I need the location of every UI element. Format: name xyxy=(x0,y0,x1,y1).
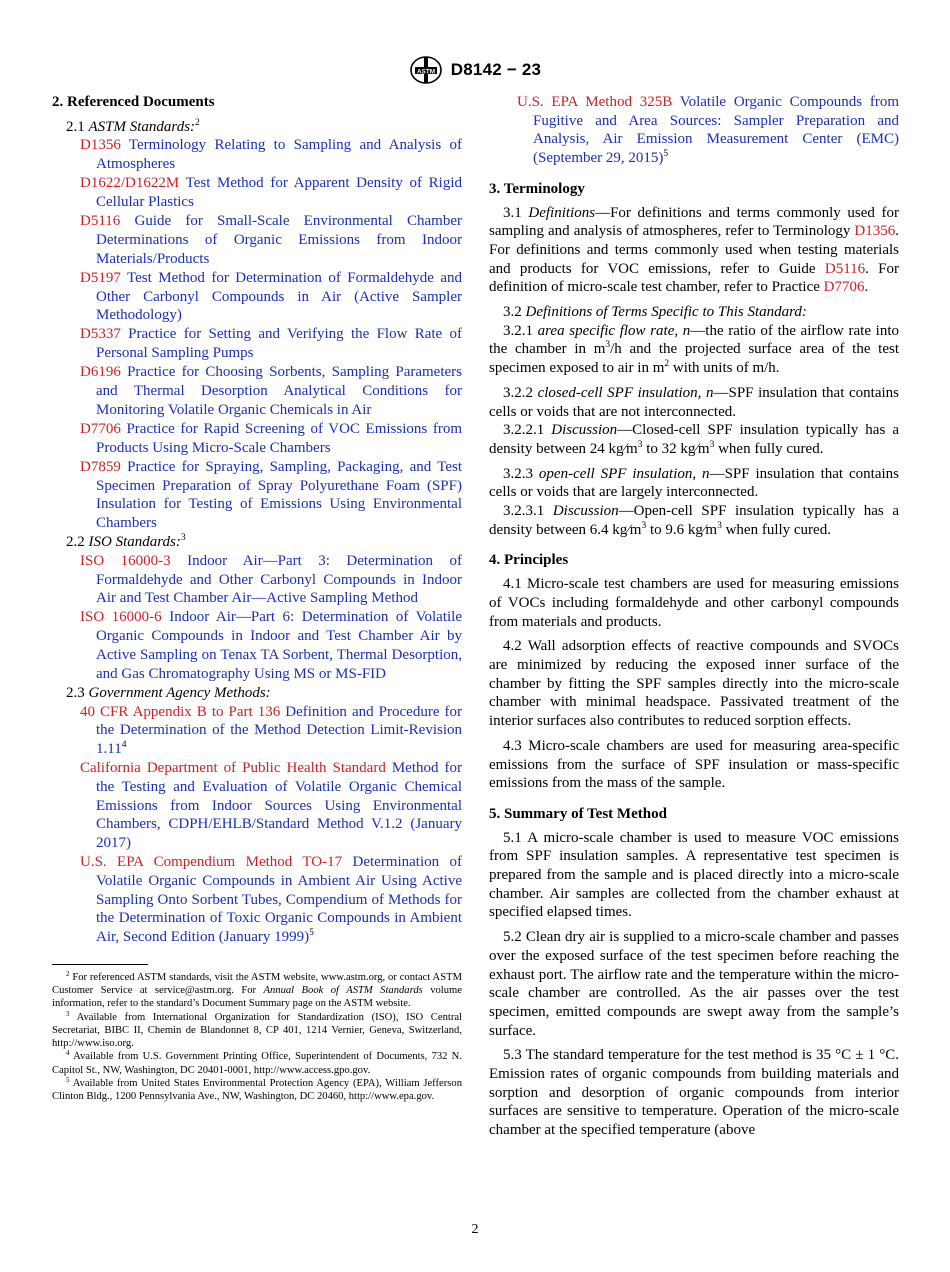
reference-item xyxy=(66,552,462,608)
paragraph-5-2: 5.2 Clean dry air is supplied to a micro-scale chamber and passes over the exposed surface of the test specimen before reaching the exhaust port. The airflow rate and the temperature within the micro-scale chamber are controlled. As the air passes over the test specimen, emitted compounds are swept away from the sample’s surface. xyxy=(489,929,899,1039)
reference-link[interactable]: D1622/D1622M xyxy=(80,175,180,192)
paragraph-3-2: 3.2 Definitions of Terms Specific to This Standard: xyxy=(503,304,807,321)
d7706-link[interactable]: D7706 xyxy=(823,279,865,296)
page-number: 2 xyxy=(471,1222,479,1237)
d1356-link[interactable]: D1356 xyxy=(854,223,896,240)
right-column xyxy=(489,93,899,1146)
reference-title-link[interactable]: Practice for Rapid Screening of VOC Emissions from Products Using Micro-Scale Chambers xyxy=(96,420,462,456)
reference-item xyxy=(66,608,462,683)
reference-link[interactable]: D5337 xyxy=(80,326,121,343)
government-methods-label: 2.3 Government Agency Methods: xyxy=(66,684,271,701)
paragraph-4-2: 4.2 Wall adsorption effects of reactive compounds and SVOCs are minimized by reducing the exposed inner surface of the chamber by fitting the SPF samples directly into the micro-scale chamber with minimal headspace. Passivated treatment of the interior surfaces also contributes to reduced sorption effects. xyxy=(489,638,899,730)
section-3-heading: 3. Terminology xyxy=(489,180,585,197)
reference-link[interactable]: D6196 xyxy=(80,364,121,381)
reference-title-link[interactable]: Indoor Air—Part 6: Determination of Volatile Organic Compounds in Indoor and Test Chamber Air by Active Sampling on Tenax TA Sorbent, Thermal Desorption, and Gas Chromatography Using MS or MS-FID xyxy=(96,609,463,682)
reference-title-link[interactable]: Test Method for Apparent Density of Rigid Cellular Plastics xyxy=(96,175,462,211)
reference-title-link[interactable]: Determination of Volatile Organic Compounds in Ambient Air Using Active Sampling Onto Sorbent Tubes, Compendium of Methods for the Determination of Toxic Organic Compounds in Ambient Air, Second Edition (January 1999) xyxy=(96,854,463,945)
left-column xyxy=(52,93,462,1104)
astm-standards-label: 2.1 ASTM Standards:$^2$ xyxy=(66,117,200,135)
paragraph-3-2-2: 3.2.2 closed-cell SPF insulation, n—SPF insulation that contains cells or voids that are not interconnected. xyxy=(489,384,899,420)
paragraph-3-1: 3.1 Definitions—For definitions and terms commonly used for sampling and analysis of atmospheres, refer to Terminology D1356. For definitions and terms commonly used when testing materials and products for VOC emissions, refer to Guide D5116. For definition of micro-scale test chamber, refer to Practice D7706. xyxy=(489,204,899,296)
reference-link[interactable]: U.S. EPA Compendium Method TO-17 xyxy=(80,854,343,871)
reference-item xyxy=(66,363,462,419)
section-5-heading: 5. Summary of Test Method xyxy=(489,805,667,822)
reference-title-link[interactable]: Practice for Spraying, Sampling, Packaging, and Test Specimen Preparation of Spray Polyurethane Foam (SPF) Insulation for Testing of Emissions Using Environmental Chambers xyxy=(96,458,463,531)
footnote-divider xyxy=(52,964,148,965)
paragraph-3-2-3: 3.2.3 open-cell SPF insulation, n—SPF insulation that contains cells or voids that are largely interconnected. xyxy=(489,465,899,501)
paragraph-3-2-1: 3.2.1 area specific flow rate, n—the ratio of the airflow rate into the chamber in $m^3/h$ and the projected surface area of the test specimen exposed to air in $m^2$ with units of m/h. xyxy=(489,322,900,377)
paragraph-3-2-2-1: 3.2.2.1 Discussion—Closed-cell SPF insulation typically has a density between 24 $kg⁄m^3$ to 32 $kg⁄m^3$ when fully cured. xyxy=(489,422,899,457)
d5116-link[interactable]: D5116 xyxy=(824,260,866,277)
reference-item xyxy=(66,458,462,533)
footnote: $^2$ For referenced ASTM standards, visit the ASTM website, www.astm.org, or contact ASTM Customer Service at service@astm.org. For Annual Book of ASTM Standards volume information, refer to the standard’s Document Summary page on the ASTM website. xyxy=(52,969,462,1010)
reference-title-link[interactable]: Definition and Procedure for the Determination of the Method Detection Limit-Revision 1.11 xyxy=(96,703,462,757)
reference-title-link[interactable]: Guide for Small-Scale Environmental Chamber Determinations of Organic Emissions from Indoor Materials/Products xyxy=(96,213,463,267)
reference-item: U.S. EPA Compendium Method TO-17 Determination of Volatile Organic Compounds in Ambient Air Using Active Sampling Onto Sorbent Tubes, Compendium of Methods for the Determination of Toxic Organic Compounds in Ambient Air, Second Edition (January 1999)$^5$ xyxy=(80,854,463,945)
reference-item xyxy=(66,420,462,457)
reference-link[interactable]: D7706 xyxy=(80,420,121,437)
reference-item xyxy=(66,212,462,268)
reference-link[interactable]: D5116 xyxy=(80,213,121,230)
reference-title-link[interactable]: Method for the Testing and Evaluation of Volatile Organic Chemical Emissions from Indoor Sources Using Environmental Chambers, CDPH/EHLB/Standard Method V.1.2 (January 2017) xyxy=(96,760,463,851)
footnotes xyxy=(52,971,462,1104)
reference-item xyxy=(66,325,462,362)
reference-item xyxy=(66,269,462,325)
paragraph-5-3: 5.3 The standard temperature for the test method is 35 °C ± 1 °C. Emission rates of organic compounds from building materials and sorption and desorption of organic compounds from interior surfaces are sensitive to temperature. Operation of the micro-scale chamber at the specified temperature (above xyxy=(489,1047,899,1139)
reference-link[interactable]: ISO 16000-6 xyxy=(80,609,162,626)
reference-item xyxy=(66,136,462,173)
reference-link[interactable]: D7859 xyxy=(80,458,121,475)
reference-title-link[interactable]: Practice for Choosing Sorbents, Sampling Parameters and Thermal Desorption Analytical Conditions for Monitoring Volatile Organic Chemicals in Air xyxy=(96,364,462,418)
reference-title-link[interactable]: Test Method for Determination of Formaldehyde and Other Carbonyl Compounds in Air (Active Sampler Methodology) xyxy=(96,269,462,324)
paragraph-5-1: 5.1 A micro-scale chamber is used to measure VOC emissions from SPF insulation samples. A representative test specimen is prepared from the sample and is placed directly into a micro-scale chamber. Air samples are collected from the chamber exhaust at specified elapsed times. xyxy=(489,829,899,921)
reference-item: U.S. EPA Method 325B Volatile Organic Compounds from Fugitive and Area Sources: Sampler Preparation and Analysis, Air Emission Measurement Center (EMC) (September 29, 2015)$^5$ xyxy=(517,94,900,167)
reference-title-link[interactable]: Volatile Organic Compounds from Fugitive and Area Sources: Sampler Preparation and Analysis, Air Emission Measurement Center (EMC) (September 29, 2015) xyxy=(533,94,900,167)
footnote: $^3$ Available from International Organization for Standardization (ISO), ISO Central Secretariat, BIBC II, Chemin de Blandonnet 8, CP 401, 1214 Vernier, Geneva, Switzerland, http://www.iso.org. xyxy=(52,1009,462,1050)
government-references xyxy=(52,703,462,947)
reference-title-link[interactable]: Indoor Air—Part 3: Determination of Formaldehyde and Other Carbonyl Compounds in Indoor Air and Test Chamber Air—Active Sampling Method xyxy=(96,552,463,607)
section-2-heading: 2. Referenced Documents xyxy=(52,94,215,110)
astm-references xyxy=(52,136,462,532)
document-id: D8142 − 23 xyxy=(450,60,542,79)
paragraph-3-2-3-1: 3.2.3.1 Discussion—Open-cell SPF insulation typically has a density between 6.4 $kg⁄m^3$ to 9.6 $kg⁄m^3$ when fully cured. xyxy=(489,503,900,538)
svg-text:ASTM: ASTM xyxy=(416,68,435,76)
iso-standards-label: 2.2 ISO Standards:$^3$ xyxy=(66,533,186,551)
reference-title-link[interactable]: Terminology Relating to Sampling and Analysis of Atmospheres xyxy=(96,137,462,173)
paragraph-4-1: 4.1 Micro-scale test chambers are used for measuring emissions of VOCs including formaldehyde and other carbonyl compounds from materials and products. xyxy=(489,576,899,630)
footnote: $^5$ Available from United States Environmental Protection Agency (EPA), William Jefferson Clinton Bldg., 1200 Pennsylvania Ave., NW, Washington, DC 20460, http://www.epa.gov. xyxy=(52,1076,462,1103)
reference-item xyxy=(66,174,462,211)
reference-link[interactable]: California Department of Public Health Standard xyxy=(80,760,386,777)
reference-title-link[interactable]: Practice for Setting and Verifying the Flow Rate of Personal Sampling Pumps xyxy=(96,326,462,362)
reference-link[interactable]: U.S. EPA Method 325B xyxy=(517,94,673,110)
reference-item: 40 CFR Appendix B to Part 136 Definition and Procedure for the Determination of the Method Detection Limit-Revision 1.11$^4$ xyxy=(80,703,462,757)
astm-logo-icon xyxy=(409,55,443,85)
reference-link[interactable]: D1356 xyxy=(80,137,121,154)
section-4-heading: 4. Principles xyxy=(489,552,569,569)
reference-link[interactable]: D5197 xyxy=(80,269,121,286)
reference-link[interactable]: 40 CFR Appendix B to Part 136 xyxy=(80,703,281,720)
footnote: $^4$ Available from U.S. Government Printing Office, Superintendent of Documents, 732 N. Capitol St., NW, Washington, DC 20401-0001, http://www.access.gpo.gov. xyxy=(52,1049,462,1076)
iso-references xyxy=(52,552,462,683)
page-header xyxy=(0,55,950,85)
reference-item xyxy=(66,759,462,853)
paragraph-4-3: 4.3 Micro-scale chambers are used for measuring area-specific emissions from the surface of SPF insulation or mass-specific emissions from the mass of the sample. xyxy=(489,737,899,792)
reference-link[interactable]: ISO 16000-3 xyxy=(80,552,171,569)
